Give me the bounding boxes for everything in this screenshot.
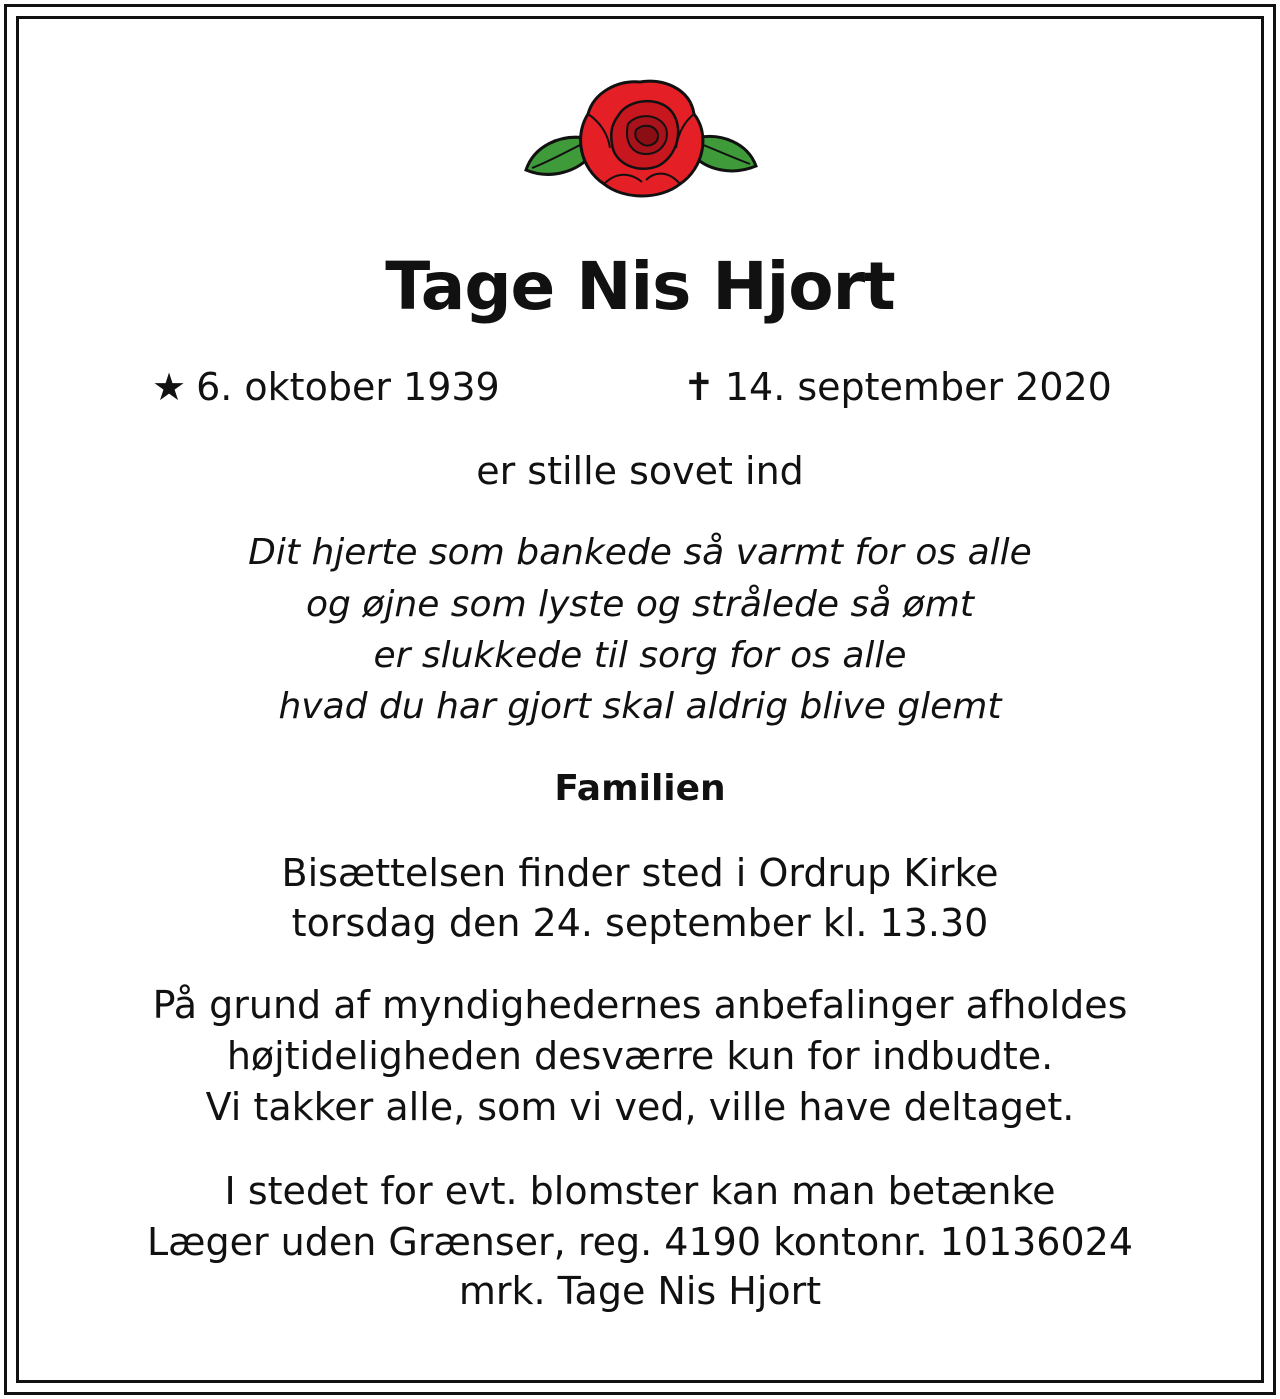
birth-date-text: 6. oktober 1939 [196, 365, 500, 409]
funeral-line: Bisættelsen finder sted i Ordrup Kirke [281, 851, 999, 895]
deceased-name: Tage Nis Hjort [385, 248, 895, 325]
death-date-text: 14. september 2020 [724, 365, 1112, 409]
signature: Familien [554, 768, 726, 809]
poem-line: Dit hjerte som bankede så varmt for os alle [248, 532, 1032, 573]
death-date [683, 362, 1112, 412]
poem-line: og øjne som lyste og strålede så ømt [306, 584, 974, 625]
notice-line: Vi takker alle, som vi ved, ville have deltaget. [205, 1085, 1075, 1129]
star-icon: ★ [152, 365, 187, 409]
donation-line: mrk. Tage Nis Hjort [458, 1269, 822, 1313]
funeral-line: torsdag den 24. september kl. 13.30 [291, 901, 989, 945]
donation-line: Læger uden Grænser, reg. 4190 kontonr. 10136024 [146, 1220, 1133, 1264]
poem-line: hvad du har gjort skal aldrig blive glemt [278, 686, 1002, 727]
intro-text: er stille sovet ind [476, 449, 804, 493]
poem-line: er slukkede til sorg for os alle [373, 635, 907, 676]
rose-icon [520, 76, 762, 202]
notice-line: højtideligheden desværre kun for indbudte. [226, 1034, 1054, 1078]
cross-icon: ✝ [683, 365, 715, 409]
notice-line: På grund af myndighedernes anbefalinger afholdes [152, 983, 1128, 1027]
birth-date [152, 362, 500, 412]
donation-line: I stedet for evt. blomster kan man betænke [224, 1169, 1056, 1213]
